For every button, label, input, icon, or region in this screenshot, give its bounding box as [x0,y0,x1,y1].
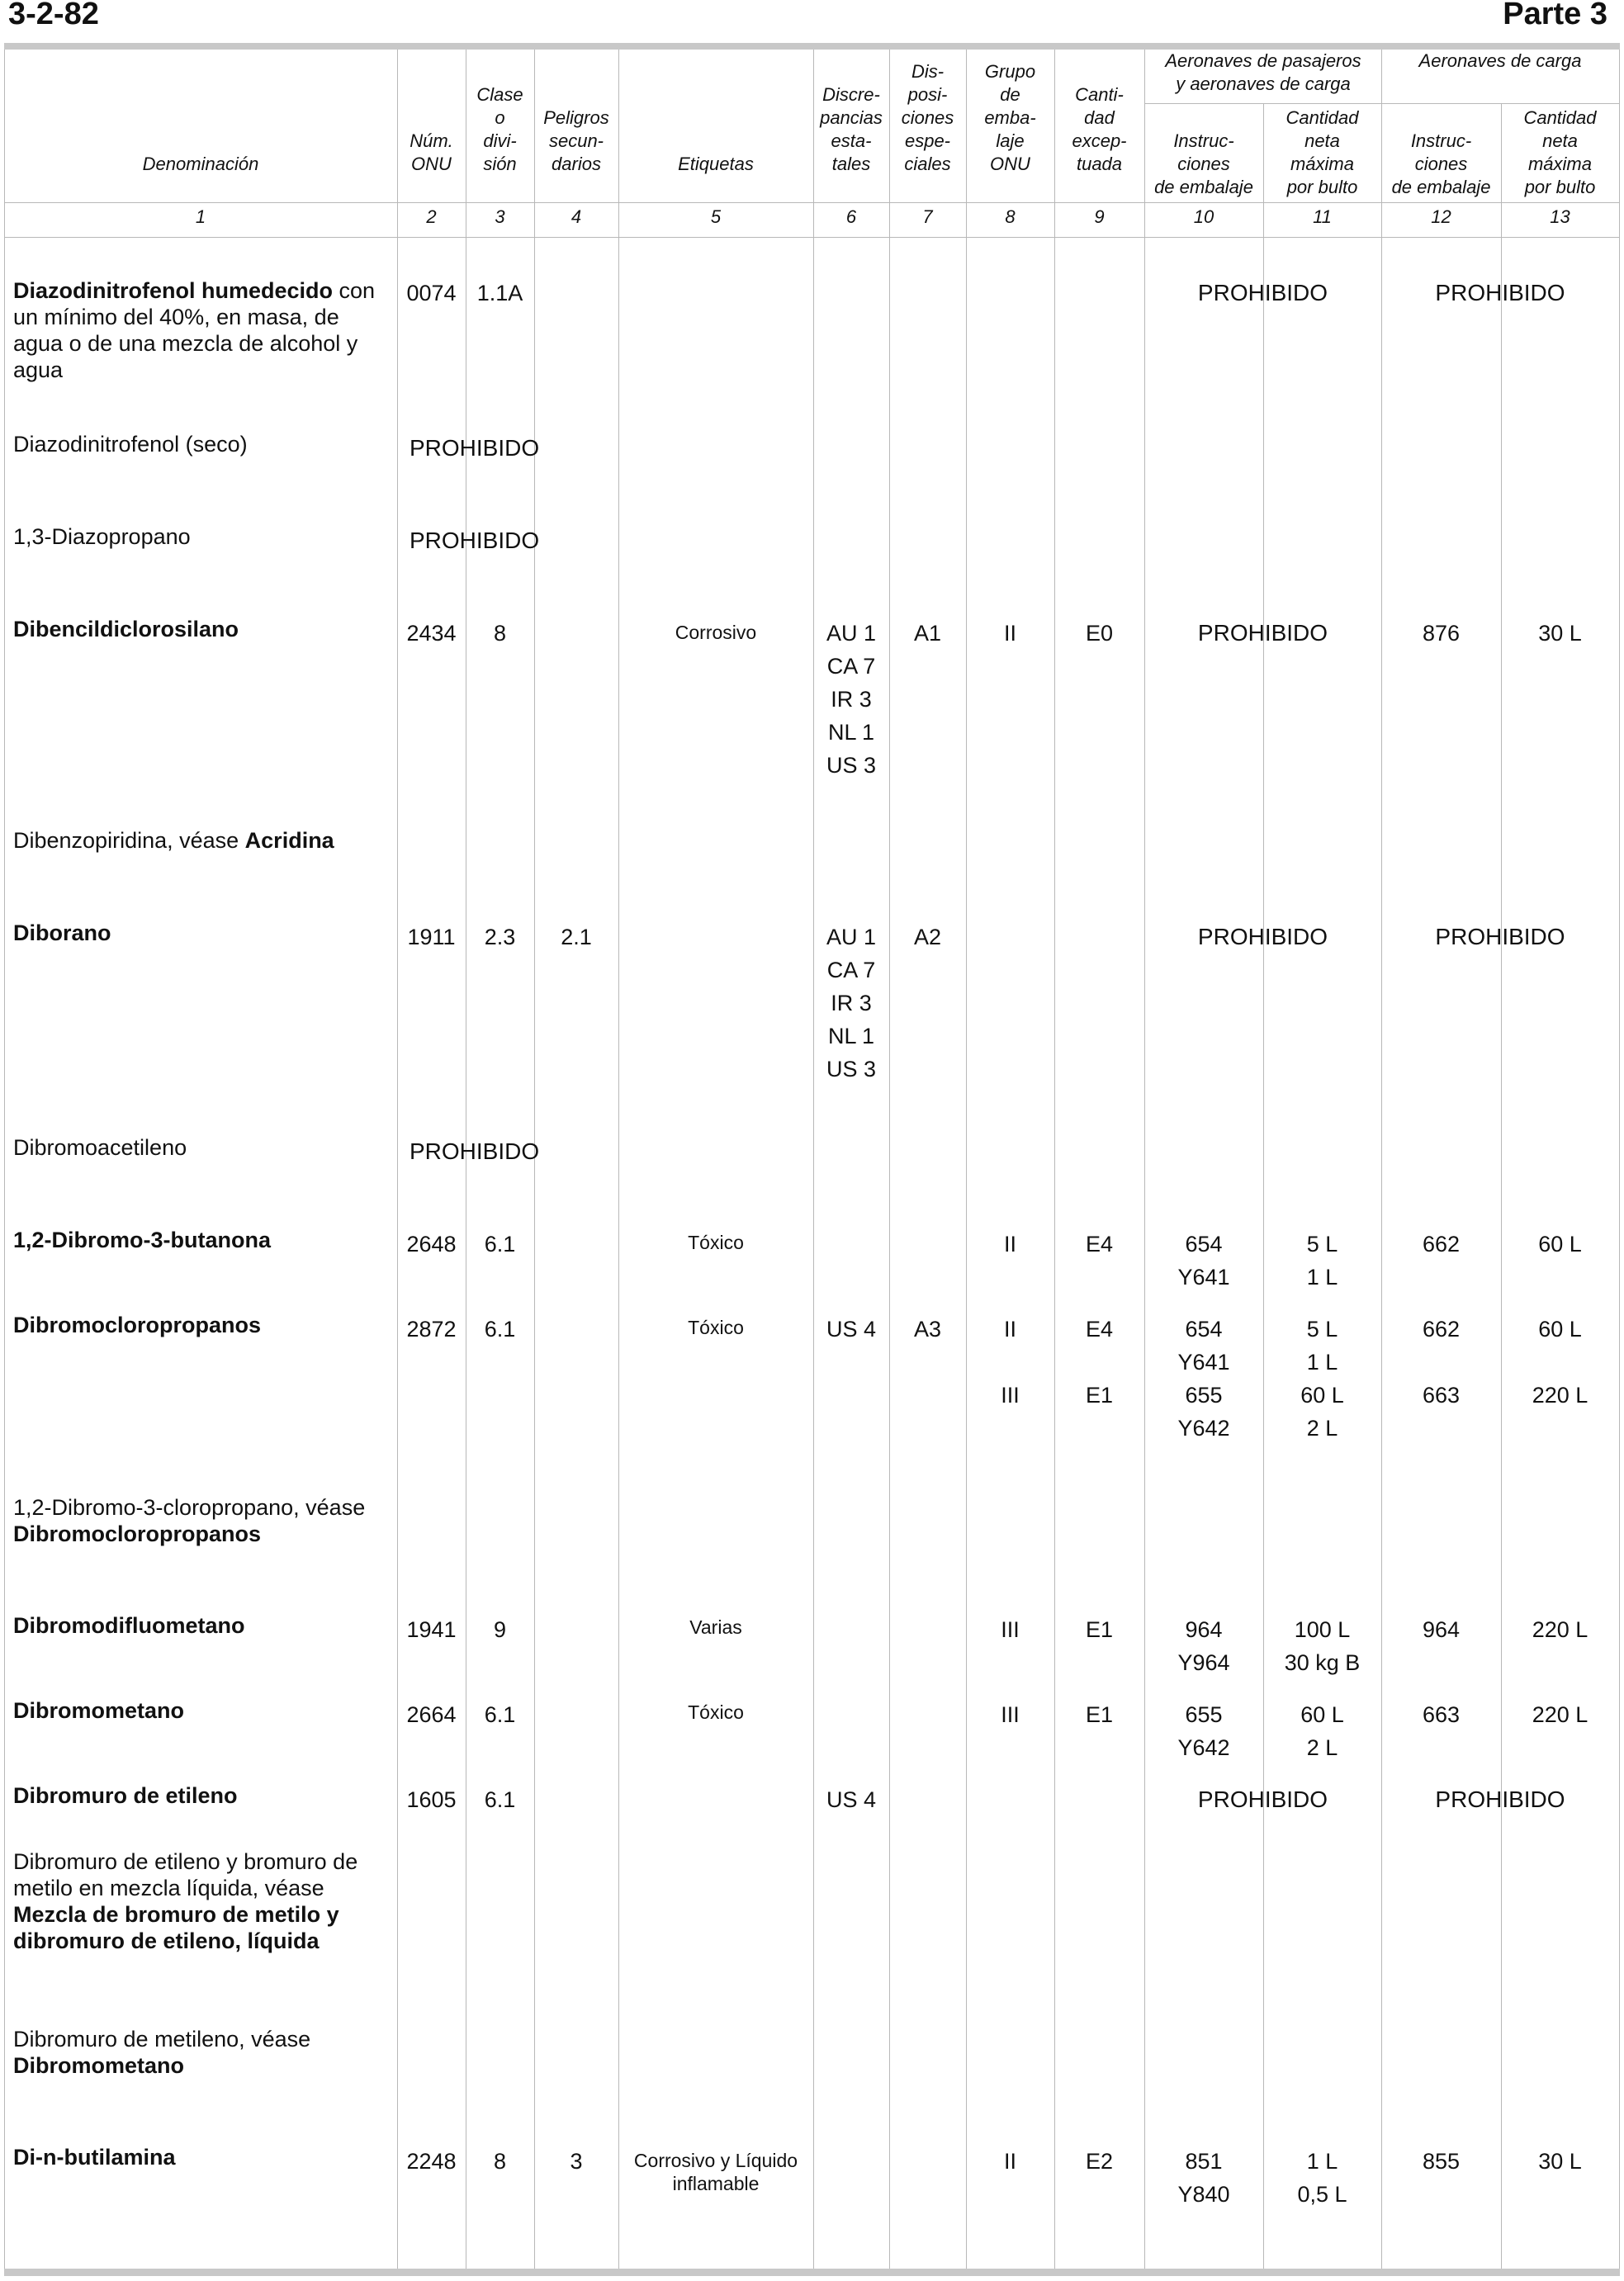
class-division: 6.1 [484,1232,516,1256]
un-number: 2664 [406,1702,457,1727]
max-quantity-passenger: 5 L 1 L [1306,1317,1338,1375]
col-header-discrepancias: Discre- pancias esta- tales [820,84,883,174]
entry-name: 1,2-Dibromo-3-cloropropano, véase Dibromocloropropanos [13,1495,366,1546]
column-number: 12 [1431,206,1451,227]
col-header-clase: Clase o divi- sión [476,84,523,174]
grid-line [966,50,967,2269]
max-quantity-cargo: 30 L [1538,621,1582,646]
col-header-num-onu: Núm. ONU [410,130,453,174]
grid-line [1501,103,1502,2269]
column-number: 8 [1005,206,1016,227]
un-number: 2872 [406,1317,457,1342]
packing-instruction-passenger: 654 Y641 [1177,1232,1230,1290]
max-quantity-cargo: 220 L [1532,1702,1588,1727]
col-header-etiquetas: Etiquetas [678,154,754,174]
packing-group: III [1001,1702,1020,1727]
packing-group: II [1003,2149,1016,2174]
prohibited-cargo: PROHIBIDO [1435,924,1565,949]
group-header-cargo: Aeronaves de carga [1418,50,1582,71]
column-number: 5 [710,206,722,227]
col-header-cantidad-exceptuada: Canti- dad excep- tuada [1072,84,1127,174]
packing-group: II [1003,1232,1016,1256]
packing-instruction-cargo: 855 [1422,2149,1461,2174]
prohibited-notice: PROHIBIDO [410,435,540,461]
header-rule [4,202,1619,203]
grid-line [397,50,398,2269]
class-division: 8 [493,2149,507,2174]
max-quantity-passenger: 60 L 2 L [1300,1702,1344,1760]
un-number: 0074 [406,281,457,305]
entry-name: Dibromodifluometano [13,1613,245,1638]
prohibited-passenger: PROHIBIDO [1197,924,1328,949]
excepted-quantity: E0 [1085,621,1114,646]
column-number: 1 [195,206,206,227]
hazard-label: Varias [689,1616,742,1638]
special-provisions: A3 [913,1317,942,1342]
page-number: 3-2-82 [8,0,99,31]
packing-instruction-passenger: 654 Y641 [1177,1317,1230,1375]
column-number: 7 [922,206,933,227]
hazard-label: Tóxico [688,1317,744,1338]
grid-line [618,50,619,2269]
state-variations: US 4 [826,1787,877,1812]
entry-name: Dibromuro de etileno y bromuro de metilo en mezcla líquida, véase Mezcla de bromuro de metilo y dibromuro de etileno, líquida [13,1849,358,1953]
column-number: 10 [1193,206,1214,227]
col-header-grupo-embalaje: Grupo de emba- laje ONU [984,61,1036,174]
un-number: 1911 [407,925,456,949]
prohibited-cargo: PROHIBIDO [1435,280,1565,305]
prohibited-notice: PROHIBIDO [410,528,540,553]
group-header-passenger: Aeronaves de pasajeros y aeronaves de carga [1165,50,1361,94]
class-division: 6.1 [484,1317,516,1342]
un-number: 2248 [406,2149,457,2174]
un-number: 2648 [406,1232,457,1256]
packing-instruction-cargo: 964 [1422,1617,1461,1642]
max-quantity-passenger: 60 L 2 L [1300,1383,1344,1441]
column-number: 3 [495,206,505,227]
column-number: 11 [1313,206,1332,227]
grid-line [1619,50,1620,2269]
entry-name: Diborano [13,920,111,945]
excepted-quantity: E1 [1085,1702,1114,1727]
prohibited-passenger: PROHIBIDO [1197,280,1328,305]
column-number: 6 [845,206,857,227]
col-header-instrucciones-pax: Instruc- ciones de embalaje [1154,130,1253,197]
entry-name: Dibencildiclorosilano [13,617,239,641]
column-number: 4 [571,206,582,227]
class-division: 8 [493,621,507,646]
max-quantity-passenger: 100 L 30 kg B [1284,1617,1361,1675]
un-number: 1941 [406,1617,457,1642]
entry-name: Di-n-butilamina [13,2145,176,2170]
prohibited-notice: PROHIBIDO [410,1138,540,1164]
bottom-rule [4,2269,1620,2276]
entry-name: Diazodinitrofenol humedecido con un mínimo del 40%, en masa, de agua o de una mezcla de alcohol y agua [13,278,376,382]
class-division: 2.3 [484,925,516,949]
packing-group: II [1003,1317,1016,1342]
grid-line [889,50,890,2269]
hazard-label: Corrosivo [675,622,757,643]
packing-instruction-cargo: 662 [1422,1232,1461,1256]
col-header-disposiciones: Dis- posi- ciones espe- ciales [901,61,954,174]
column-number: 13 [1550,206,1570,227]
max-quantity-cargo: 220 L [1532,1383,1588,1408]
max-quantity-passenger: 1 L 0,5 L [1297,2149,1347,2207]
class-division: 1.1A [476,281,523,305]
packing-instruction-cargo: 876 [1422,621,1461,646]
max-quantity-cargo: 220 L [1532,1617,1588,1642]
un-number: 1605 [406,1787,457,1812]
grid-line [4,50,5,2269]
packing-instruction-passenger: 851 Y840 [1177,2149,1230,2207]
class-division: 9 [493,1617,507,1642]
column-number: 9 [1094,206,1105,227]
prohibited-passenger: PROHIBIDO [1197,1786,1328,1812]
packing-group: III [1001,1383,1020,1408]
hazard-label: Corrosivo y Líquido inflamable [633,2150,798,2194]
packing-instruction-passenger: 655 Y642 [1177,1383,1230,1441]
entry-name: Dibromuro de metileno, véase Dibromometano [13,2027,311,2078]
prohibited-passenger: PROHIBIDO [1197,620,1328,646]
state-variations: US 4 [826,1317,877,1342]
subsidiary-hazard: 3 [570,2149,583,2174]
excepted-quantity: E1 [1085,1383,1114,1408]
entry-name: Dibromuro de etileno [13,1783,238,1808]
class-division: 6.1 [484,1702,516,1727]
packing-instruction-passenger: 655 Y642 [1177,1702,1230,1760]
subsidiary-hazard: 2.1 [561,925,592,949]
hazard-label: Tóxico [688,1701,744,1723]
max-quantity-passenger: 5 L 1 L [1306,1232,1338,1290]
grid-line [813,50,814,2269]
prohibited-cargo: PROHIBIDO [1435,1786,1565,1812]
col-header-cantidad-cargo: Cantidad neta máxima por bulto [1523,107,1597,197]
entry-name: 1,3-Diazopropano [13,524,191,549]
entry-name: Diazodinitrofenol (seco) [13,432,248,457]
excepted-quantity: E4 [1085,1317,1114,1342]
grid-line [1263,103,1264,2269]
col-header-peligros: Peligros secun- darios [543,107,609,174]
max-quantity-cargo: 60 L [1538,1232,1582,1256]
special-provisions: A1 [913,621,942,646]
group-header-rule [1144,103,1619,104]
grid-line [1381,50,1382,2269]
hazard-label: Tóxico [688,1232,744,1253]
col-header-denominacion: Denominación [142,154,259,174]
col-header-cantidad-pax: Cantidad neta máxima por bulto [1285,107,1359,197]
top-rule [4,43,1620,50]
packing-instruction-passenger: 964 Y964 [1177,1617,1230,1675]
state-variations: AU 1 CA 7 IR 3 NL 1 US 3 [826,621,877,778]
grid-line [1054,50,1055,2269]
max-quantity-cargo: 60 L [1538,1317,1582,1342]
excepted-quantity: E4 [1085,1232,1114,1256]
part-label: Parte 3 [1503,0,1607,31]
packing-instruction-cargo: 663 [1422,1702,1461,1727]
entry-name: Dibromoacetileno [13,1135,187,1160]
excepted-quantity: E1 [1085,1617,1114,1642]
packing-instruction-cargo: 663 [1422,1383,1461,1408]
packing-instruction-cargo: 662 [1422,1317,1461,1342]
special-provisions: A2 [913,925,942,949]
entry-name: 1,2-Dibromo-3-butanona [13,1228,272,1252]
packing-group: III [1001,1617,1020,1642]
page-header [8,0,1616,41]
un-number: 2434 [406,621,457,646]
grid-line [1144,50,1145,2269]
packing-group: II [1003,621,1016,646]
excepted-quantity: E2 [1085,2149,1114,2174]
column-number: 2 [426,206,437,227]
state-variations: AU 1 CA 7 IR 3 NL 1 US 3 [826,925,877,1081]
entry-name: Dibromocloropropanos [13,1313,262,1337]
entry-name: Dibenzopiridina, véase Acridina [13,828,334,853]
class-division: 6.1 [484,1787,516,1812]
column-number-rule [4,237,1619,238]
col-header-instrucciones-cargo: Instruc- ciones de embalaje [1391,130,1491,197]
entry-name: Dibromometano [13,1698,185,1723]
max-quantity-cargo: 30 L [1538,2149,1582,2174]
